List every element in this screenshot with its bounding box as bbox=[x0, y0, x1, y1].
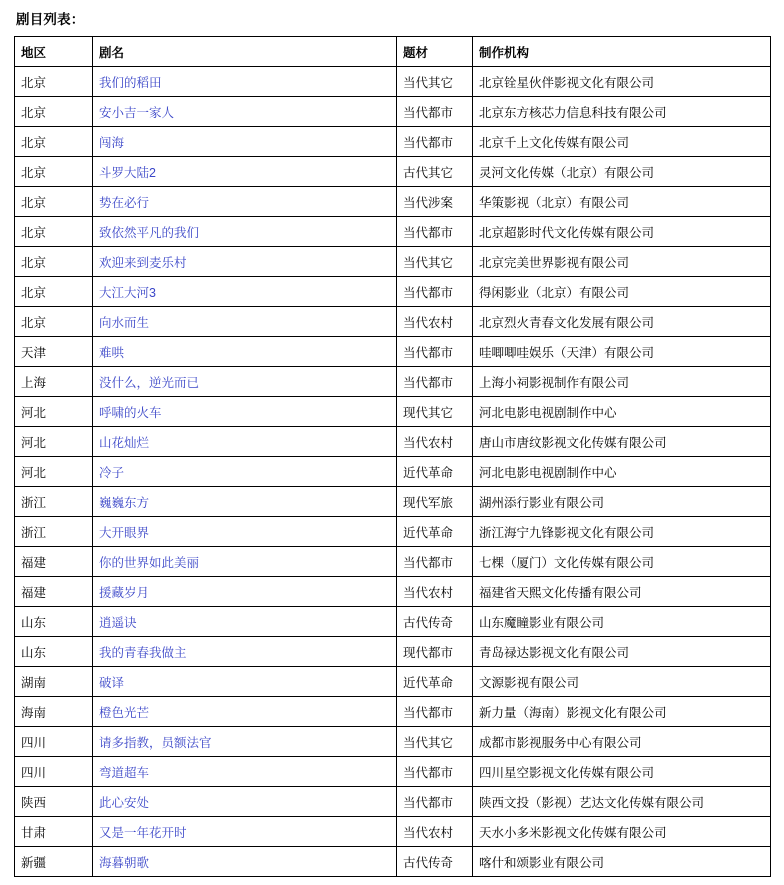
table-row bbox=[15, 337, 771, 367]
table-row bbox=[15, 187, 771, 217]
cell-region: 河北 bbox=[15, 427, 93, 457]
cell-genre: 当代其它 bbox=[397, 67, 473, 97]
cell-genre: 当代都市 bbox=[397, 97, 473, 127]
cell-region: 甘肃 bbox=[15, 817, 93, 847]
table-row bbox=[15, 637, 771, 667]
cell-studio: 唐山市唐纹影视文化传媒有限公司 bbox=[473, 427, 771, 457]
table-row bbox=[15, 457, 771, 487]
cell-title[interactable]: 闯海 bbox=[93, 127, 397, 157]
cell-title[interactable]: 破译 bbox=[93, 667, 397, 697]
cell-studio: 河北电影电视剧制作中心 bbox=[473, 457, 771, 487]
cell-studio: 北京东方核芯力信息科技有限公司 bbox=[473, 97, 771, 127]
cell-genre: 当代都市 bbox=[397, 337, 473, 367]
cell-title[interactable]: 大开眼界 bbox=[93, 517, 397, 547]
drama-list-table bbox=[14, 36, 771, 877]
cell-genre: 当代都市 bbox=[397, 367, 473, 397]
cell-region: 北京 bbox=[15, 187, 93, 217]
cell-studio: 陕西文投（影视）艺达文化传媒有限公司 bbox=[473, 787, 771, 817]
table-row bbox=[15, 67, 771, 97]
cell-genre: 现代都市 bbox=[397, 637, 473, 667]
cell-region: 福建 bbox=[15, 577, 93, 607]
table-row bbox=[15, 787, 771, 817]
cell-title[interactable]: 逍遥诀 bbox=[93, 607, 397, 637]
column-header-genre: 题材 bbox=[397, 37, 473, 67]
cell-region: 湖南 bbox=[15, 667, 93, 697]
table-row bbox=[15, 547, 771, 577]
table-row bbox=[15, 757, 771, 787]
cell-studio: 河北电影电视剧制作中心 bbox=[473, 397, 771, 427]
column-header-title: 剧名 bbox=[93, 37, 397, 67]
cell-title[interactable]: 请多指教，员额法官 bbox=[93, 727, 397, 757]
table-row bbox=[15, 487, 771, 517]
cell-title[interactable]: 巍巍东方 bbox=[93, 487, 397, 517]
cell-region: 北京 bbox=[15, 97, 93, 127]
cell-studio: 文源影视有限公司 bbox=[473, 667, 771, 697]
cell-studio: 湖州添行影业有限公司 bbox=[473, 487, 771, 517]
cell-region: 福建 bbox=[15, 547, 93, 577]
cell-genre: 当代涉案 bbox=[397, 187, 473, 217]
cell-region: 新疆 bbox=[15, 847, 93, 877]
cell-genre: 古代其它 bbox=[397, 157, 473, 187]
cell-region: 北京 bbox=[15, 217, 93, 247]
cell-region: 天津 bbox=[15, 337, 93, 367]
table-row bbox=[15, 127, 771, 157]
cell-region: 北京 bbox=[15, 247, 93, 277]
cell-genre: 当代都市 bbox=[397, 127, 473, 157]
table-row bbox=[15, 277, 771, 307]
cell-studio: 北京超影时代文化传媒有限公司 bbox=[473, 217, 771, 247]
cell-title[interactable]: 致依然平凡的我们 bbox=[93, 217, 397, 247]
cell-genre: 当代都市 bbox=[397, 787, 473, 817]
cell-region: 北京 bbox=[15, 277, 93, 307]
cell-genre: 近代革命 bbox=[397, 457, 473, 487]
cell-genre: 当代其它 bbox=[397, 247, 473, 277]
cell-title[interactable]: 我的青春我做主 bbox=[93, 637, 397, 667]
cell-studio: 新力量（海南）影视文化有限公司 bbox=[473, 697, 771, 727]
table-row bbox=[15, 367, 771, 397]
cell-genre: 当代都市 bbox=[397, 547, 473, 577]
table-header-row bbox=[15, 37, 771, 67]
cell-title[interactable]: 援藏岁月 bbox=[93, 577, 397, 607]
table-row bbox=[15, 307, 771, 337]
cell-region: 北京 bbox=[15, 127, 93, 157]
cell-genre: 现代其它 bbox=[397, 397, 473, 427]
cell-title[interactable]: 向水而生 bbox=[93, 307, 397, 337]
cell-title[interactable]: 你的世界如此美丽 bbox=[93, 547, 397, 577]
cell-genre: 当代都市 bbox=[397, 217, 473, 247]
page-title: 剧目列表： bbox=[16, 12, 85, 27]
cell-studio: 浙江海宁九锋影视文化有限公司 bbox=[473, 517, 771, 547]
cell-title[interactable]: 海暮朝歌 bbox=[93, 847, 397, 877]
table-row bbox=[15, 817, 771, 847]
table-row bbox=[15, 577, 771, 607]
cell-studio: 得闲影业（北京）有限公司 bbox=[473, 277, 771, 307]
cell-region: 山东 bbox=[15, 607, 93, 637]
cell-region: 北京 bbox=[15, 307, 93, 337]
column-header-region: 地区 bbox=[15, 37, 93, 67]
cell-genre: 当代都市 bbox=[397, 277, 473, 307]
cell-genre: 古代传奇 bbox=[397, 847, 473, 877]
cell-genre: 古代传奇 bbox=[397, 607, 473, 637]
cell-title[interactable]: 此心安处 bbox=[93, 787, 397, 817]
table-header bbox=[15, 37, 771, 67]
cell-region: 浙江 bbox=[15, 517, 93, 547]
cell-studio: 北京完美世界影视有限公司 bbox=[473, 247, 771, 277]
cell-genre: 当代农村 bbox=[397, 427, 473, 457]
cell-region: 北京 bbox=[15, 157, 93, 187]
cell-studio: 华策影视（北京）有限公司 bbox=[473, 187, 771, 217]
cell-studio: 哇唧唧哇娱乐（天津）有限公司 bbox=[473, 337, 771, 367]
cell-genre: 现代军旅 bbox=[397, 487, 473, 517]
cell-genre: 当代农村 bbox=[397, 817, 473, 847]
cell-region: 山东 bbox=[15, 637, 93, 667]
table-row bbox=[15, 667, 771, 697]
cell-studio: 灵河文化传媒（北京）有限公司 bbox=[473, 157, 771, 187]
cell-title[interactable]: 势在必行 bbox=[93, 187, 397, 217]
cell-title[interactable]: 冷子 bbox=[93, 457, 397, 487]
cell-title[interactable]: 我们的稻田 bbox=[93, 67, 397, 97]
cell-genre: 当代都市 bbox=[397, 757, 473, 787]
cell-studio: 北京千上文化传媒有限公司 bbox=[473, 127, 771, 157]
cell-title[interactable]: 斗罗大陆2 bbox=[93, 157, 397, 187]
column-header-studio: 制作机构 bbox=[473, 37, 771, 67]
table-row bbox=[15, 517, 771, 547]
cell-genre: 当代其它 bbox=[397, 727, 473, 757]
cell-title[interactable]: 橙色光芒 bbox=[93, 697, 397, 727]
cell-region: 四川 bbox=[15, 757, 93, 787]
table-body bbox=[15, 67, 771, 877]
cell-region: 上海 bbox=[15, 367, 93, 397]
cell-region: 浙江 bbox=[15, 487, 93, 517]
cell-title[interactable]: 欢迎来到麦乐村 bbox=[93, 247, 397, 277]
table-row bbox=[15, 697, 771, 727]
cell-region: 河北 bbox=[15, 397, 93, 427]
cell-region: 海南 bbox=[15, 697, 93, 727]
cell-studio: 喀什和颂影业有限公司 bbox=[473, 847, 771, 877]
cell-studio: 四川星空影视文化传媒有限公司 bbox=[473, 757, 771, 787]
cell-studio: 青岛禄达影视文化有限公司 bbox=[473, 637, 771, 667]
cell-genre: 当代都市 bbox=[397, 697, 473, 727]
cell-genre: 近代革命 bbox=[397, 667, 473, 697]
cell-studio: 成都市影视服务中心有限公司 bbox=[473, 727, 771, 757]
table-row bbox=[15, 247, 771, 277]
cell-title[interactable]: 弯道超车 bbox=[93, 757, 397, 787]
cell-studio: 福建省天熙文化传播有限公司 bbox=[473, 577, 771, 607]
cell-title[interactable]: 呼啸的火车 bbox=[93, 397, 397, 427]
cell-region: 河北 bbox=[15, 457, 93, 487]
table-row bbox=[15, 427, 771, 457]
table-row bbox=[15, 607, 771, 637]
cell-genre: 当代农村 bbox=[397, 307, 473, 337]
cell-studio: 北京铨星伙伴影视文化有限公司 bbox=[473, 67, 771, 97]
table-row bbox=[15, 157, 771, 187]
cell-title[interactable]: 又是一年花开时 bbox=[93, 817, 397, 847]
cell-region: 陕西 bbox=[15, 787, 93, 817]
cell-title[interactable]: 大江大河3 bbox=[93, 277, 397, 307]
cell-studio: 上海小祠影视制作有限公司 bbox=[473, 367, 771, 397]
cell-region: 北京 bbox=[15, 67, 93, 97]
table-row bbox=[15, 397, 771, 427]
table-row bbox=[15, 217, 771, 247]
cell-studio: 天水小多米影视文化传媒有限公司 bbox=[473, 817, 771, 847]
cell-studio: 北京烈火青春文化发展有限公司 bbox=[473, 307, 771, 337]
cell-region: 四川 bbox=[15, 727, 93, 757]
cell-title[interactable]: 难哄 bbox=[93, 337, 397, 367]
cell-genre: 近代革命 bbox=[397, 517, 473, 547]
table-row bbox=[15, 97, 771, 127]
cell-title[interactable]: 没什么，逆光而已 bbox=[93, 367, 397, 397]
table-row bbox=[15, 727, 771, 757]
table-row bbox=[15, 847, 771, 877]
cell-studio: 七棵（厦门）文化传媒有限公司 bbox=[473, 547, 771, 577]
cell-genre: 当代农村 bbox=[397, 577, 473, 607]
cell-studio: 山东魔瞳影业有限公司 bbox=[473, 607, 771, 637]
cell-title[interactable]: 山花灿烂 bbox=[93, 427, 397, 457]
cell-title[interactable]: 安小吉一家人 bbox=[93, 97, 397, 127]
